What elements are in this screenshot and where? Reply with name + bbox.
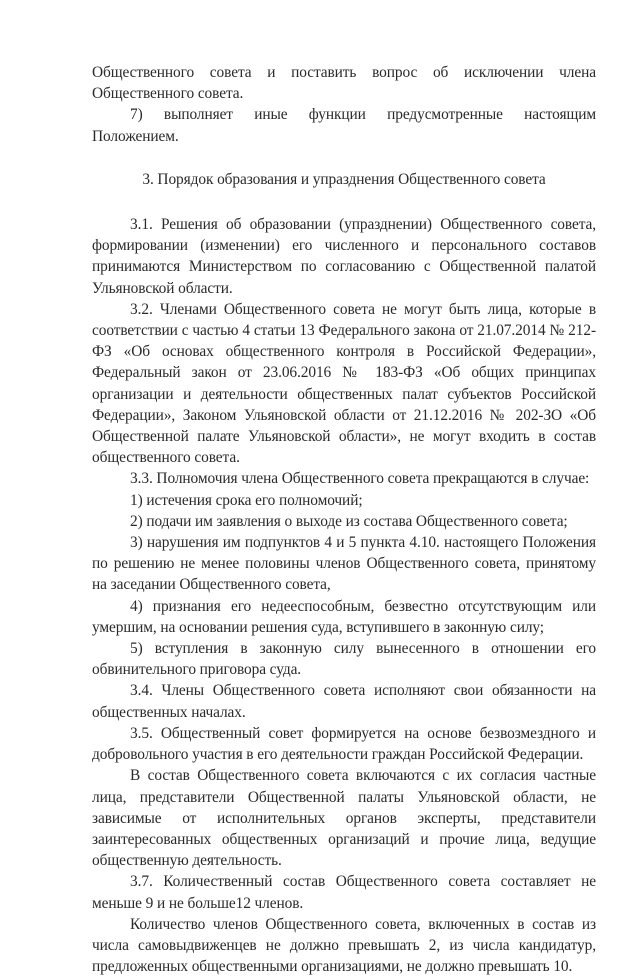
paragraph-3-1: 3.1. Решения об образовании (упразднении) Общественного совета, формировании (изменении) его численного и персонального составов принимаются Министерством по согласованию с Общественной палатой Ульяновской области. [92, 216, 596, 297]
paragraph-composition: В состав Общественного совета включаются с их согласия частные лица, представители Общественной палаты Ульяновской области, не зависимые от исполнительных органов эксперты, представители заинтересованных общественных организаций и прочие лица, ведущие общественную деятельность. [92, 767, 596, 870]
list-item-1: 1) истечения срока его полномочий; [130, 491, 363, 509]
paragraph-member-count: Количество членов Общественного совета, включенных в состав из числа самовыдвиженцев не должно превышать 2, из числа кандидатур, предложенных общественными организациями, не должно превышать 10. [92, 915, 596, 976]
paragraph-3-4: 3.4. Члены Общественного совета исполняют свои обязанности на общественных началах. [92, 682, 596, 721]
section-heading: 3. Порядок образования и упразднения Общественного совета [142, 170, 546, 188]
paragraph-3-7: 3.7. Количественный состав Общественного совета составляет не меньше 9 и не больше12 членов. [92, 873, 596, 912]
list-item-3: 3) нарушения им подпунктов 4 и 5 пункта 4.10. настоящего Положения по решению не менее половины членов Общественного совета, принятому на заседании Общественного совета, [92, 534, 596, 594]
paragraph-3-3: 3.3. Полномочия члена Общественного совета прекращаются в случае: [130, 470, 590, 488]
paragraph-continuation: Общественного совета и поставить вопрос об исключении члена Общественного совета. [92, 64, 596, 103]
paragraph-3-2: 3.2. Членами Общественного совета не могут быть лица, которые в соответствии с частью 4 статьи 13 Федерального закона от 21.07.2014 № 212-ФЗ «Об основах общественного контроля в Российской Федерации», Федеральный закон от 23.06.2016 № 183-ФЗ «Об общих принципах организации и деятельности общественных палат субъектов Российской Федерации», Законом Ульяновской области от 21.12.2016 № 202-ЗО «Об Общественной палате Ульяновской области», не могут входить в состав общественного совета. [92, 300, 596, 467]
document-page [92, 62, 596, 977]
list-item-2: 2) подачи им заявления о выходе из состава Общественного совета; [130, 512, 568, 530]
list-item-5: 5) вступления в законную силу вынесенного в отношении его обвинительного приговора суда. [92, 640, 596, 679]
paragraph-item-7: 7) выполняет иные функции предусмотренные настоящим Положением. [92, 106, 596, 145]
paragraph-3-5: 3.5. Общественный совет формируется на основе безвозмездного и добровольного участия в его деятельности граждан Российской Федерации. [92, 724, 596, 764]
list-item-4: 4) признания его недееспособным, безвестно отсутствующим или умершим, на основании решения суда, вступившего в законную силу; [92, 597, 596, 636]
